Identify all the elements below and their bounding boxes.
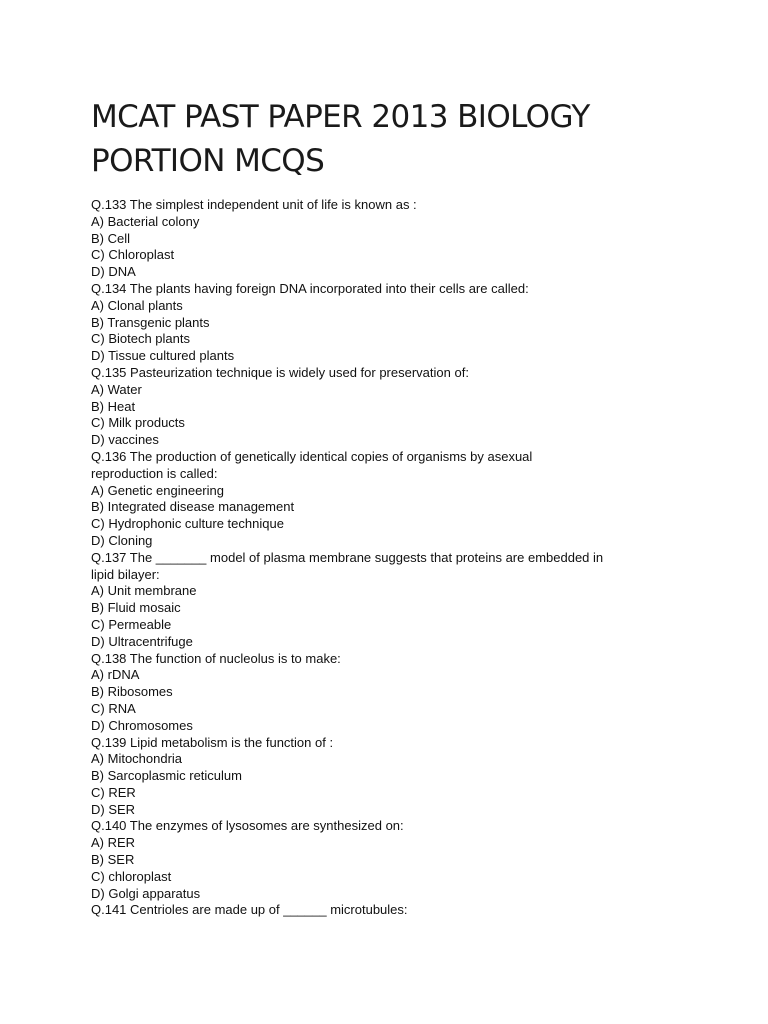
answer-option: A) Bacterial colony [91,213,200,229]
answer-option: A) RER [91,835,136,851]
page-title: MCAT PAST PAPER 2013 BIOLOGY PORTION MCQS [91,99,590,179]
answer-option: D) DNA [91,264,136,280]
mcq-list [91,197,651,919]
question-text: Q.135 Pasteurization technique is widely used for preservation of: [91,364,469,380]
answer-option: B) Fluid mosaic [91,600,181,616]
question-block [91,651,651,735]
answer-option: D) Golgi apparatus [91,885,201,901]
answer-option: D) vaccines [91,432,159,448]
question-block [91,365,651,449]
answer-option: A) Water [91,381,142,397]
answer-option: D) SER [91,801,136,817]
answer-option: D) Cloning [91,532,153,548]
answer-option: A) Mitochondria [91,751,183,767]
question-text: reproduction is called: [91,465,218,481]
answer-option: A) Genetic engineering [91,482,224,498]
answer-option: D) Tissue cultured plants [91,348,235,364]
question-text: Q.136 The production of genetically identical copies of organisms by asexual [91,448,533,464]
question-text: lipid bilayer: [91,566,160,582]
question-block [91,550,651,651]
answer-option: C) Biotech plants [91,331,190,347]
answer-option: B) Ribosomes [91,684,173,700]
answer-option: B) Heat [91,398,136,414]
answer-option: B) Transgenic plants [91,314,210,330]
answer-option: D) Ultracentrifuge [91,633,193,649]
answer-option: A) Unit membrane [91,583,197,599]
question-text: Q.133 The simplest independent unit of life is known as : [91,197,417,212]
answer-option: C) Hydrophonic culture technique [91,516,284,532]
question-text: Q.134 The plants having foreign DNA incorporated into their cells are called: [91,280,529,296]
answer-option: D) Chromosomes [91,717,193,733]
answer-option: C) RNA [91,700,136,716]
answer-option: B) Sarcoplasmic reticulum [91,768,242,784]
question-text: Q.138 The function of nucleolus is to make: [91,650,341,666]
question-text: Q.137 The _______ model of plasma membrane suggests that proteins are embedded in [91,549,604,565]
question-block [91,449,651,550]
question-block [91,197,651,281]
question-text: Q.141 Centrioles are made up of ______ microtubules: [91,902,408,918]
question-text: Q.140 The enzymes of lysosomes are synthesized on: [91,818,404,834]
question-block [91,735,651,819]
answer-option: C) chloroplast [91,868,172,884]
answer-option: C) Milk products [91,415,185,431]
answer-option: A) Clonal plants [91,297,183,313]
answer-option: B) SER [91,852,135,868]
answer-option: C) Chloroplast [91,247,175,263]
question-text: Q.139 Lipid metabolism is the function of : [91,734,334,750]
answer-option: B) Cell [91,230,131,246]
answer-option: C) RER [91,784,136,800]
answer-option: A) rDNA [91,667,140,683]
question-block [91,818,651,902]
answer-option: C) Permeable [91,616,172,632]
question-block [91,281,651,365]
question-block [91,902,651,919]
answer-option: B) Integrated disease management [91,499,295,515]
